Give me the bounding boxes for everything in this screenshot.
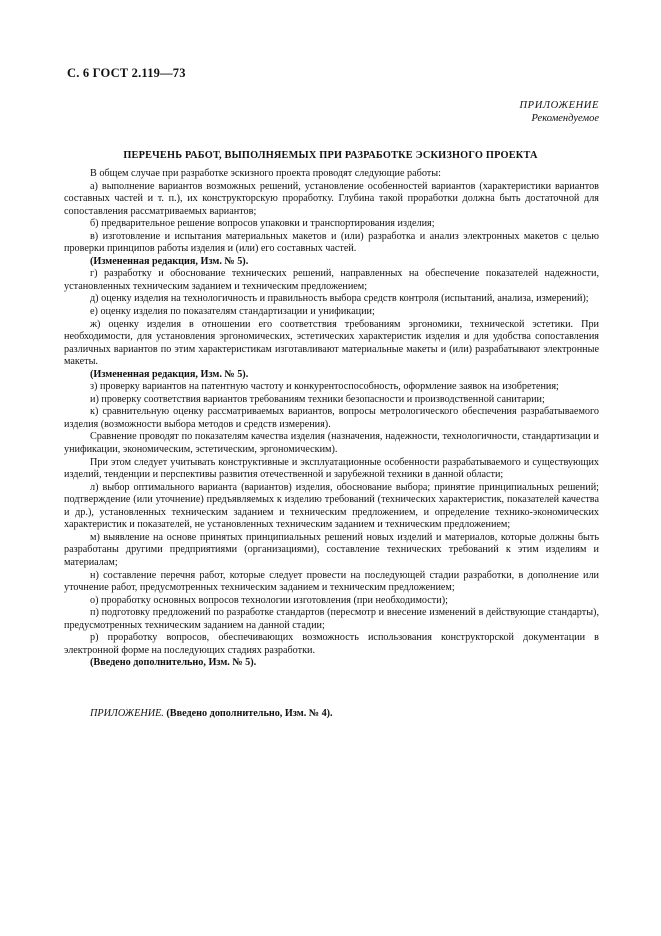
paragraph: б) предварительное решение вопросов упаковки и транспортирования изделия; bbox=[90, 218, 435, 230]
amendment-note: (Измененная редакция, Изм. № 5). bbox=[90, 255, 249, 267]
footer-note bbox=[90, 708, 333, 719]
appendix-label-block bbox=[520, 99, 600, 125]
footer-label: ПРИЛОЖЕНИЕ. bbox=[90, 708, 164, 719]
document-title: ПЕРЕЧЕНЬ РАБОТ, ВЫПОЛНЯЕМЫХ ПРИ РАЗРАБОТКЕ ЭСКИЗНОГО ПРОЕКТА bbox=[123, 150, 538, 161]
paragraph: к) сравнительную оценку рассматриваемых вариантов, вопросы метрологического обеспечения разрабатываемого изделия (возможности выбора методов и средств измерения). bbox=[64, 406, 599, 430]
amendment-note: (Введено дополнительно, Изм. № 5). bbox=[90, 657, 257, 669]
paragraph: ж) оценку изделия в отношении его соответствия требованиям эргономики, технической эстетики. При необходимости, для установления эргономических, эстетических характеристик изделия и для удобства сопоставления различных вариантов по этим характеристикам изготавливают материальные макеты и (или) разрабатывают электронные макеты. bbox=[64, 318, 599, 368]
appendix-status: Рекомендуемое bbox=[531, 113, 599, 124]
paragraph: е) оценку изделия по показателям стандартизации и унификации; bbox=[90, 306, 375, 318]
paragraph: и) проверку соответствия вариантов требованиям техники безопасности и производственной санитарии; bbox=[90, 393, 545, 405]
paragraph: д) оценку изделия на технологичность и правильность выбора средств контроля (испытаний, анализа, измерений); bbox=[90, 293, 589, 305]
paragraph: о) проработку основных вопросов технологии изготовления (при необходимости); bbox=[90, 594, 448, 606]
page-header: С. 6 ГОСТ 2.119—73 bbox=[67, 66, 186, 80]
paragraph: Сравнение проводят по показателям качества изделия (назначения, надежности, технологичности, стандартизации и унификации, экономическим, эстетическим, эргономическим). bbox=[64, 431, 599, 456]
footer-amendment: (Введено дополнительно, Изм. № 4). bbox=[166, 708, 333, 719]
paragraph: р) проработку вопросов, обеспечивающих возможность использования конструкторской документации в электронной форме на последующих стадиях разработки. bbox=[64, 632, 599, 656]
paragraph: В общем случае при разработке эскизного проекта проводят следующие работы: bbox=[90, 168, 441, 179]
paragraph: н) составление перечня работ, которые следует провести на последующей стадии разработки, в дополнение или уточнение работ, предусмотренных техническим заданием и техническим предложением; bbox=[64, 569, 599, 594]
paragraph: а) выполнение вариантов возможных решений, установление особенностей вариантов (характеристики вариантов составных частей и т. п.), их конструкторскую проработку. Глубина такой проработки должна быть достаточной для сопоставления рассматриваемых вариантов; bbox=[64, 180, 599, 217]
paragraph: При этом следует учитывать конструктивные и эксплуатационные особенности разрабатываемого и существующих изделий, тенденции и перспективы развития отечественной и зарубежной техники в данной области; bbox=[64, 456, 599, 481]
paragraph: г) разработку и обоснование технических решений, направленных на обеспечение показателей надежности, установленных техническим заданием и техническим предложением; bbox=[64, 268, 599, 292]
amendment-note: (Измененная редакция, Изм. № 5). bbox=[90, 368, 249, 380]
paragraph: в) изготовление и испытания материальных макетов и (или) разработка и анализ электронных макетов с целью проверки принципов работы изделия и (или) его составных частей. bbox=[64, 230, 599, 255]
paragraph: з) проверку вариантов на патентную частоту и конкурентоспособность, оформление заявок на изобретения; bbox=[90, 381, 559, 393]
document-body bbox=[64, 168, 599, 670]
paragraph: л) выбор оптимального варианта (вариантов) изделия, обоснование выбора; принятие принципиальных решений; подтверждение (или уточнение) предъявляемых к изделию требований (технических характеристик, показателей качества и др.), установленных техническим заданием и техническим предложением, и определение технико-экономических характеристик и показателей, не установленных техническим заданием и техническим предложением; bbox=[64, 481, 599, 531]
appendix-label: ПРИЛОЖЕНИЕ bbox=[519, 100, 599, 111]
paragraph: п) подготовку предложений по разработке стандартов (пересмотр и внесение изменений в действующие стандарты), предусмотренных техническим заданием на данной стадии; bbox=[64, 607, 599, 631]
paragraph: м) выявление на основе принятых принципиальных решений новых изделий и материалов, которые должны быть разработаны другими предприятиями (организациями), составление технических требований к этим изделиям и материалам; bbox=[64, 531, 599, 568]
